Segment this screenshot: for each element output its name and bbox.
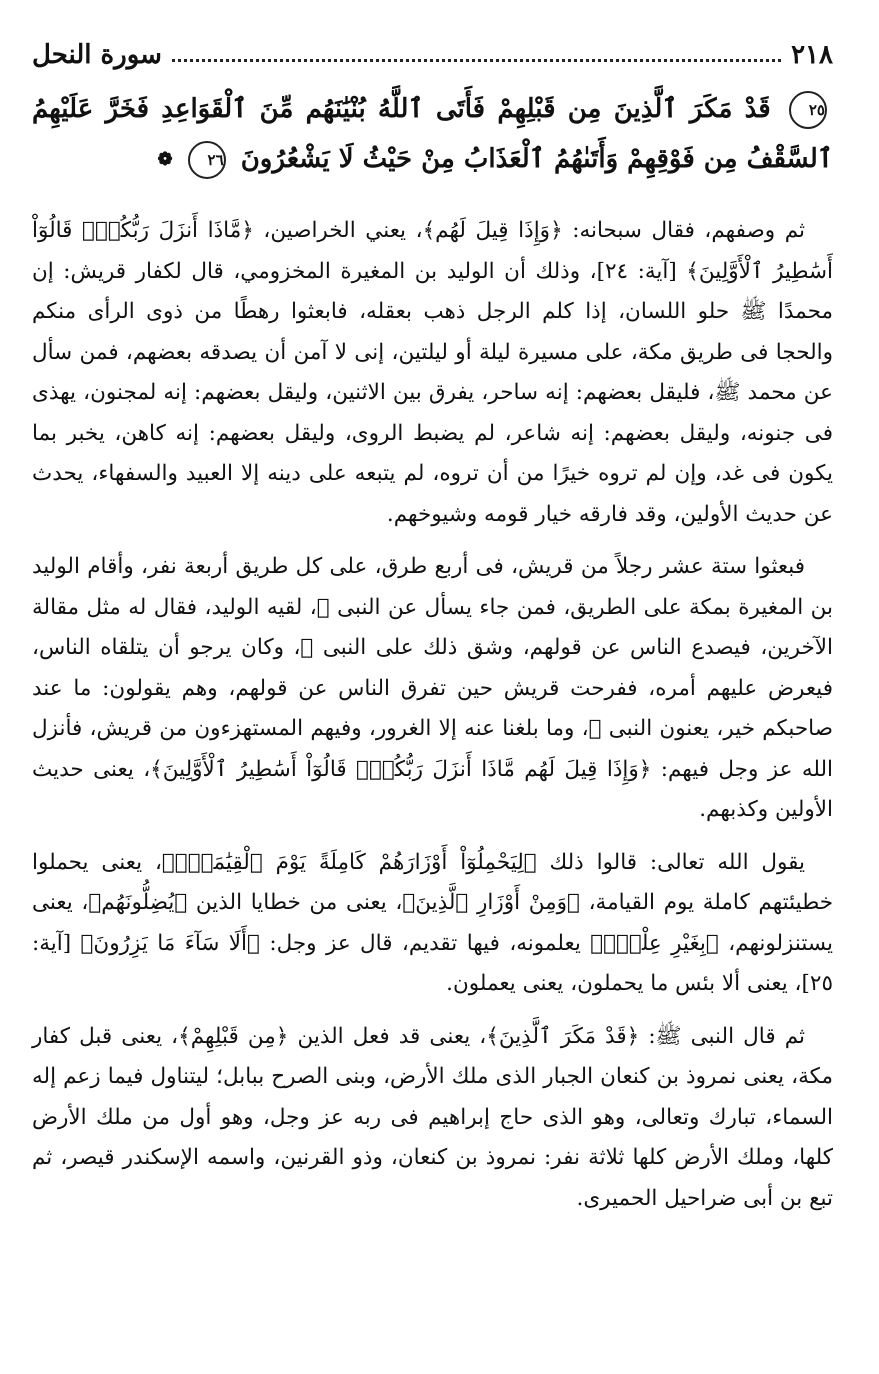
- header-dotted-leader: [172, 59, 781, 62]
- verse-number-25: ٢٥: [789, 91, 827, 129]
- commentary-paragraph-2: فبعثوا ستة عشر رجلاً من قريش، فى أربع طرق، على كل طريق أربعة نفر، وأقام الوليد بن المغيرة بمكة على الطريق، فمن جاء يسأل عن النبى ﷺ، لقيه الوليد، فقال له مثل مقالة الآخرين، فيصدع الناس عن قولهم، وشق ذلك على النبى ﷺ، وكان يرجو أن يتلقاه الناس، فيعرض عليهم أمره، ففرحت قريش حين تفرق الناس عن قولهم، وهم يقولون: ما عند صاحبكم خير، يعنون النبى ﷺ، وما بلغنا عنه إلا الغرور، وفيهم المستهزءون من قريش، فأنزل الله عز وجل فيهم: ﴿وَإِذَا قِيلَ لَهُم مَّاذَا أَنزَلَ رَبُّكُمْۙ قَالُوٓاْ أَسَٰطِيرُ ٱلْأَوَّلِينَ﴾، يعنى حديث الأولين وكذبهم.: [32, 554, 833, 822]
- verse-number-26: ٢٦: [188, 141, 226, 179]
- commentary-paragraph-4: ثم قال النبى ﷺ: ﴿قَدْ مَكَرَ ٱلَّذِينَ﴾، يعنى قد فعل الذين ﴿مِن قَبْلِهِمْ﴾، يعنى قبل كفار مكة، يعنى نمروذ بن كنعان الجبار الذى ملك الأرض، وبنى الصرح ببابل؛ ليتناول فيما زعم إله السماء، تبارك وتعالى، وهو الذى حاج إبراهيم فى ربه عز وجل، وهو أول من ملك الأرض كلها، وملك الأرض كلها ثلاثة نفر: نمروذ بن كنعان، وذو القرنين، واسمه الإسكندر قيصر، ثم تبع بن أبى ضراحيل الحميرى.: [32, 1023, 833, 1211]
- commentary-paragraph-1: ثم وصفهم، فقال سبحانه: ﴿وَإِذَا قِيلَ لَهُم﴾، يعني الخراصين، ﴿مَّاذَا أَنزَلَ رَبُّكُمْۙ قَالُوٓاْ أَسَٰطِيرُ ٱلْأَوَّلِينَ﴾ [آية: ٢٤]، وذلك أن الوليد بن المغيرة المخزومي، قال لكفار قريش: إن محمدًا ﷺ حلو اللسان، إذا كلم الرجل ذهب بعقله، فابعثوا رهطًا من ذوى الرأى منكم والحجا فى طريق مكة، على مسيرة ليلة أو ليلتين، إنى لا آمن أن يصدقه بعضهم، فمن سأل عن محمد ﷺ، فليقل بعضهم: إنه ساحر، يفرق بين الاثنين، وليقل بعضهم: إنه لمجنون، يهذى فى جنونه، وليقل بعضهم: إنه شاعر، لم يضبط الروى، وليقل بعضهم: إنه كاهن، يخبر بما يكون فى غد، وإن لم تروه خيرًا من أن تروه، لم يتبعه على دينه إلا العبيد والسفهاء، يحدث عن حديث الأولين، وقد فارقه خيار قومه وشيوخهم.: [32, 218, 834, 527]
- verse-text: قَدْ مَكَرَ ٱلَّذِينَ مِن قَبْلِهِمْ فَأَتَى ٱللَّهُ بُنْيَٰنَهُم مِّنَ ٱلْقَوَاعِدِ فَخَرَّ عَلَيْهِمُ ٱلسَّقْفُ مِن فَوْقِهِمْ وَأَتَىٰهُمُ ٱلْعَذَابُ مِنْ حَيْثُ لَا يَشْعُرُونَ: [32, 94, 833, 174]
- page-header: [32, 30, 833, 80]
- commentary-paragraph-3: يقول الله تعالى: قالوا ذلك ﴿لِيَحْمِلُوٓاْ أَوْزَارَهُمْ كَامِلَةً يَوْمَ ٱلْقِيَٰمَةِۙ﴾، يعنى يحملوا خطيئتهم كاملة يوم القيامة، ﴿وَمِنْ أَوْزَارِ ٱلَّذِينَ﴾، يعنى من خطايا الذين ﴿يُضِلُّونَهُم﴾، يعنى يستنزلونهم، ﴿بِغَيْرِ عِلْمٍۗ﴾ يعلمونه، فيها تقديم، قال عز وجل: ﴿أَلَا سَآءَ مَا يَزِرُونَ﴾ [آية: ٢٥]، يعنى ألا بئس ما يحملون، يعنى يعملون.: [32, 849, 833, 996]
- surah-name: سورة النحل: [32, 40, 162, 70]
- ornament-icon: ❁: [157, 149, 173, 170]
- quran-verses-block: [32, 84, 833, 185]
- page-number: ٢١٨: [791, 40, 833, 70]
